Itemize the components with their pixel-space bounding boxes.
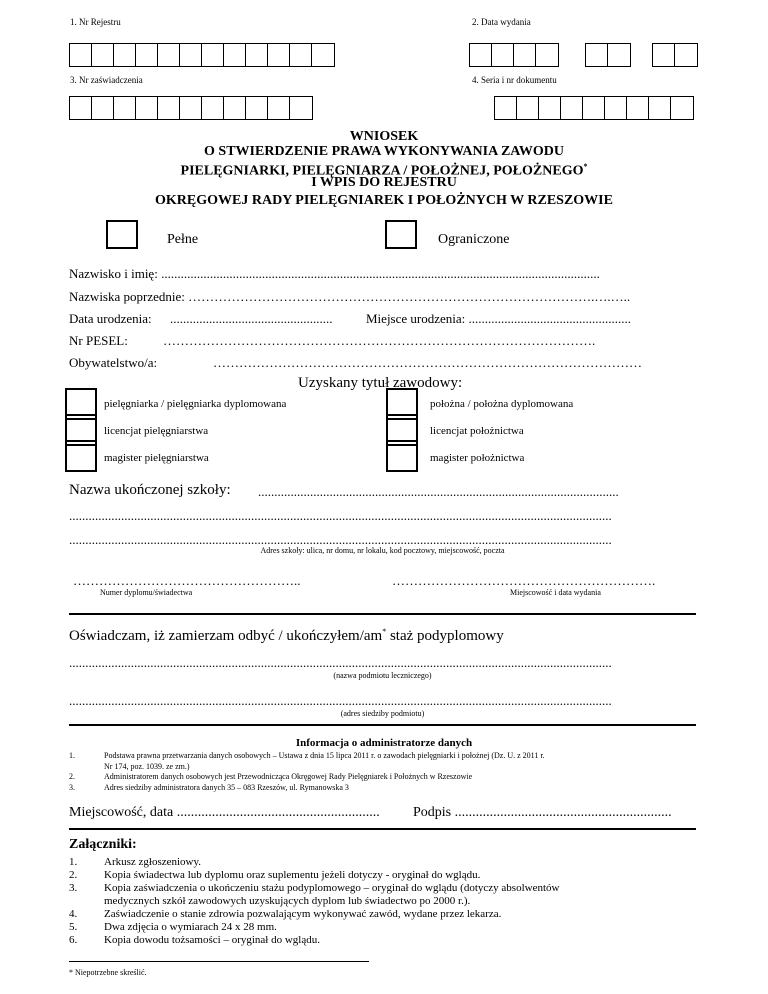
field-label-register-number: 1. Nr Rejestru — [70, 17, 121, 27]
admin-item-number: 1. — [69, 751, 75, 760]
place-date-field[interactable]: Miejscowość, data .......................................................... — [69, 805, 380, 820]
label-nurse: pielęgniarka / pielęgniarka dyplomowana — [104, 398, 287, 410]
internship-facility-caption: (nazwa podmiotu leczniczego) — [333, 671, 432, 680]
attachment-number: 4. — [69, 908, 78, 920]
admin-item-number: 2. — [69, 772, 75, 781]
title-line-1: WNIOSEK — [349, 129, 419, 144]
attachment-number: 5. — [69, 921, 78, 933]
field-label-document-series: 4. Seria i nr dokumentu — [472, 75, 557, 85]
label-midwifery-master: magister położnictwa — [430, 452, 525, 464]
name-field[interactable]: Nazwisko i imię: ....................................................................................................................................... — [69, 266, 600, 281]
checkbox-limited[interactable] — [385, 220, 417, 249]
attachment-number: 3. — [69, 882, 78, 894]
school-line-2-field[interactable]: ....................................................................................................................................................................... — [69, 508, 612, 523]
school-name-label: Nazwa ukończonej szkoły: — [69, 482, 231, 498]
label-nursing-master: magister pielęgniarstwa — [104, 452, 209, 464]
signature-field[interactable]: Podpis .............................................................. — [413, 805, 672, 820]
attachment-text: Kopia dowodu tożsamości – oryginał do wglądu. — [104, 934, 320, 946]
divider — [69, 613, 696, 615]
checkbox-full[interactable] — [106, 220, 138, 249]
birth-date-field[interactable]: .................................................. — [170, 311, 333, 326]
admin-item-text: Podstawa prawna przetwarzania danych osobowych – Ustawa z dnia 15 lipca 2011 r. o zawodach pielęgniarki i położnej (Dz. U. z 2011 r. — [104, 751, 545, 760]
professional-title-heading: Uzyskany tytuł zawodowy: — [298, 375, 463, 391]
attachment-number: 2. — [69, 869, 78, 881]
title-line-4: I WPIS DO REJESTRU — [311, 175, 457, 190]
label-limited: Ograniczone — [438, 232, 510, 247]
label-midwifery-bachelor: licencjat położnictwa — [430, 425, 524, 437]
field-label-certificate-number: 3. Nr zaświadczenia — [70, 75, 143, 85]
diploma-number-caption: Numer dyplomu/świadectwa — [100, 588, 193, 597]
attachment-number: 6. — [69, 934, 78, 946]
issue-date-day-boxes[interactable] — [652, 43, 698, 67]
attachment-text-cont: medycznych szkół zawodowych uzyskujących dyplom lub świadectwo po 2000 r.). — [104, 895, 471, 907]
attachment-text: Dwa zdjęcia o wymiarach 24 x 28 mm. — [104, 921, 277, 933]
document-series-boxes[interactable] — [494, 96, 694, 120]
school-address-caption: Adres szkoły: ulica, nr domu, nr lokalu, kod pocztowy, miejscowość, poczta — [260, 546, 505, 555]
title-line-5: OKRĘGOWEJ RADY PIELĘGNIAREK I POŁOŻNYCH W RZESZOWIE — [155, 193, 613, 208]
pesel-field[interactable]: ………………………………………………………………………………………. — [163, 333, 596, 348]
admin-item-text: Administratorem danych osobowych jest Przewodnicząca Okręgowej Rady Pielęgniarek i Położnych w Rzeszowie — [104, 772, 473, 781]
label-midwife: położna / położna dyplomowana — [430, 398, 574, 410]
citizenship-label: Obywatelstwo/a: — [69, 355, 158, 370]
previous-names-field[interactable]: Nazwiska poprzednie: ………………………………………………………………………………….….….. — [69, 289, 631, 304]
diploma-place-date-caption: Miejscowość i data wydania — [510, 588, 601, 597]
admin-item-text-cont: Nr 174, poz. 1039. ze zm.) — [104, 762, 190, 771]
title-line-2: O STWIERDZENIE PRAWA WYKONYWANIA ZAWODU — [204, 144, 564, 159]
register-number-boxes[interactable] — [69, 43, 335, 67]
checkbox-midwifery-master[interactable] — [386, 440, 418, 472]
divider — [69, 828, 696, 830]
attachment-text: Zaświadczenie o stanie zdrowia pozwalającym wykonywać zawód, wydane przez lekarza. — [104, 908, 502, 920]
citizenship-field[interactable]: ……………………………………………………………………………………… — [213, 355, 642, 370]
attachment-text: Kopia świadectwa lub dyplomu oraz suplementu jeżeli dotyczy - oryginał do wglądu. — [104, 869, 481, 881]
attachment-number: 1. — [69, 856, 78, 868]
certificate-number-boxes[interactable] — [69, 96, 313, 120]
admin-item-text: Adres siedziby administratora danych 35 – 083 Rzeszów, ul. Rymanowska 3 — [104, 783, 349, 792]
attachment-text: Arkusz zgłoszeniowy. — [104, 856, 202, 868]
attachments-heading: Załączniki: — [69, 837, 137, 852]
diploma-place-date-field[interactable]: ……………………………………………………. — [392, 573, 656, 588]
birth-place-field[interactable]: Miejsce urodzenia: .................................................. — [366, 311, 632, 326]
internship-statement: Oświadczam, iż zamierzam odbyć / ukończyłem/am* staż podyplomowy — [69, 627, 504, 644]
footnote: * Niepotrzebne skreślić. — [69, 968, 147, 977]
school-address-field[interactable]: ....................................................................................................................................................................... — [69, 532, 612, 547]
footnote-divider — [69, 961, 369, 962]
label-nursing-bachelor: licencjat pielęgniarstwa — [104, 425, 209, 437]
admin-item-number: 3. — [69, 783, 75, 792]
field-label-issue-date: 2. Data wydania — [472, 17, 531, 27]
issue-date-month-boxes[interactable] — [585, 43, 631, 67]
school-name-field[interactable]: ............................................................................................................... — [258, 484, 619, 499]
diploma-number-field[interactable]: …………………………………………….. — [73, 573, 301, 588]
pesel-label: Nr PESEL: — [69, 333, 128, 348]
admin-info-heading: Informacja o administratorze danych — [295, 737, 473, 749]
internship-address-caption: (adres siedziby podmiotu) — [340, 709, 425, 718]
internship-address-field[interactable]: ....................................................................................................................................................................... — [69, 693, 612, 708]
checkbox-nursing-master[interactable] — [65, 440, 97, 472]
issue-date-year-boxes[interactable] — [469, 43, 559, 67]
label-full: Pełne — [167, 232, 199, 247]
internship-facility-field[interactable]: ....................................................................................................................................................................... — [69, 655, 612, 670]
title-line-3: PIELĘGNIARKI, PIELĘGNIARZA / POŁOŻNEJ, POŁOŻNEGO* — [180, 162, 588, 179]
attachment-text: Kopia zaświadczenia o ukończeniu stażu podyplomowego – oryginał do wglądu (dotyczy absolwentów — [104, 882, 560, 894]
divider — [69, 724, 696, 726]
birth-date-label: Data urodzenia: — [69, 311, 152, 326]
